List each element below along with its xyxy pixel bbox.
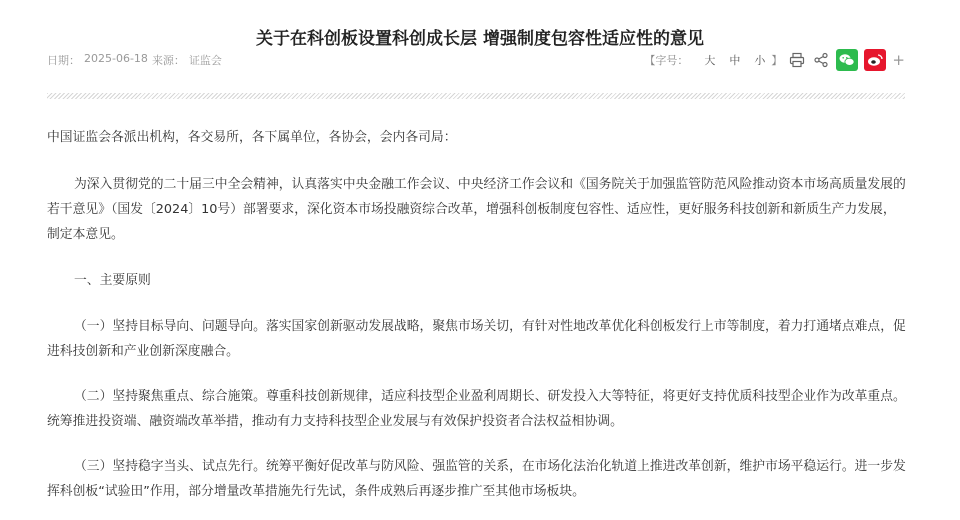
font-size-large-button[interactable]: 大: [704, 54, 716, 67]
wechat-share-icon[interactable]: [836, 49, 858, 71]
weibo-share-icon[interactable]: [864, 49, 886, 71]
print-icon[interactable]: [788, 51, 806, 69]
source-name: 证监会: [188, 54, 222, 67]
share-icon-glyph: [813, 52, 829, 68]
wechat-icon-glyph: [838, 52, 856, 68]
article-toolbar: [644, 49, 905, 71]
principle-paragraph-3: （三）坚持稳字当头、试点先行。统筹平衡好促改革与防风险、强监管的关系，在市场化法治化轨道上推进改革创新，维护市场平稳运行。进一步发挥科创板“试验田”作用，部分增量改革措施先行先试，条件成熟后再逐步推广至其他市场板块。: [47, 459, 906, 499]
header-divider: [47, 93, 905, 99]
salutation: 中国证监会各派出机构，各交易所，各下属单位，各协会，会内各司局：: [47, 130, 457, 145]
intro-paragraph: 为深入贯彻党的二十届三中全会精神，认真落实中央金融工作会议、中央经济工作会议和《国务院关于加强监管防范风险推动资本市场高质量发展的若干意见》（国发〔2024〕10号）部署要求，深化资本市场投融资综合改革，增强科创板制度包容性、适应性，更好服务科技创新和新质生产力发展，制定本意见。: [47, 177, 906, 242]
article-meta-row: [47, 50, 905, 70]
principle-paragraph-1: （一）坚持目标导向、问题导向。落实国家创新驱动发展战略，聚焦市场关切，有针对性地改革优化科创板发行上市等制度，着力打通堵点难点，促进科技创新和产业创新深度融合。: [47, 319, 906, 359]
principle-paragraph-2: （二）坚持聚焦重点、综合施策。尊重科技创新规律，适应科技型企业盈利周期长、研发投入大等特征，将更好支持优质科技型企业作为改革重点。统筹推进投资端、融资端改革举措，推动有力支持科技型企业发展与有效保护投资者合法权益相协调。: [47, 389, 906, 429]
section-heading: 一、主要原则: [74, 273, 151, 288]
share-icon[interactable]: [812, 51, 830, 69]
font-size-label: 【字号：: [644, 54, 689, 67]
font-size-medium-button[interactable]: 中: [729, 54, 741, 67]
date-label: 日期：: [47, 54, 80, 67]
article-meta: [47, 52, 222, 68]
font-size-bracket: 】: [771, 54, 783, 67]
page-title: 关于在科创板设置科创成长层 增强制度包容性适应性的意见: [256, 29, 704, 49]
print-icon-glyph: [789, 52, 805, 68]
publish-date: 2025-06-18: [84, 52, 148, 65]
more-share-plus-icon[interactable]: +: [892, 51, 905, 69]
font-size-small-button[interactable]: 小: [754, 54, 766, 67]
weibo-icon-glyph: [866, 52, 884, 68]
source-label: 来源：: [151, 54, 185, 67]
